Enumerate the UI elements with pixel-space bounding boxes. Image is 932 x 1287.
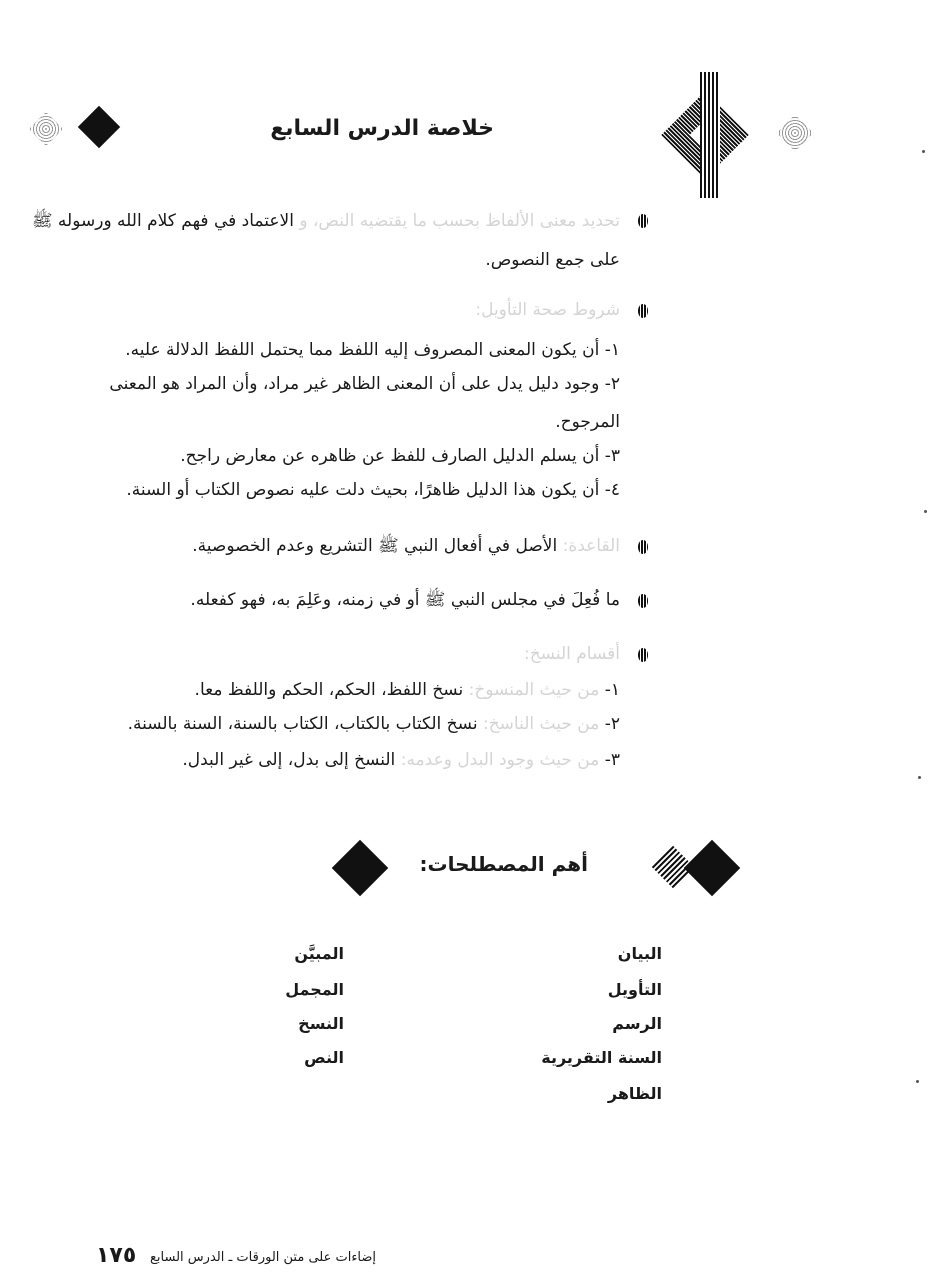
bullet-icon — [638, 648, 648, 662]
term-left-3: النسخ — [298, 1014, 344, 1033]
condition-text: أن يكون المعنى المصروف إليه اللفظ مما يحتمل اللفظ الدلالة عليه. — [125, 340, 600, 360]
scan-speck — [916, 1080, 919, 1083]
scan-speck — [918, 776, 921, 779]
term-right-2: التأويل — [607, 980, 662, 999]
condition-num: ٣- — [604, 446, 620, 466]
condition-num: ١- — [604, 340, 620, 360]
condition-text: أن يسلم الدليل الصارف للفظ عن ظاهره عن معارض راجح. — [180, 446, 600, 466]
bullet-icon — [638, 304, 648, 318]
condition-num: ٢- — [604, 374, 620, 394]
bullet-icon — [638, 214, 648, 228]
summary-point-1-faint: تحديد معنى الألفاظ بحسب ما يقتضيه النص، و — [299, 211, 620, 231]
condition-2-cont: المرجوح. — [555, 412, 620, 432]
summary-point-1 — [32, 211, 620, 231]
naskh-num: ٣- — [604, 750, 620, 770]
dotted-diamond-icon — [29, 112, 63, 146]
naskh-item-3 — [182, 750, 620, 770]
summary-point-3-text: الأصل في أفعال النبي ﷺ التشريع وعدم الخصوصية. — [192, 536, 558, 556]
bullet-icon — [638, 540, 648, 554]
condition-text: أن يكون هذا الدليل ظاهرًا، بحيث دلت عليه نصوص الكتاب أو السنة. — [126, 480, 600, 500]
diamond-icon — [332, 840, 389, 897]
scan-speck — [922, 150, 925, 153]
naskh-faint: من حيث الناسخ: — [482, 714, 600, 734]
term-left-2: المجمل — [285, 980, 344, 999]
condition-3 — [180, 446, 620, 466]
condition-text: وجود دليل يدل على أن المعنى الظاهر غير مراد، وأن المراد هو المعنى — [109, 374, 600, 394]
summary-point-3-faint: القاعدة: — [562, 536, 620, 556]
naskh-num: ١- — [604, 680, 620, 700]
terms-title: أهم المصطلحات: — [419, 852, 588, 876]
term-right-3: الرسم — [612, 1014, 662, 1033]
naskh-item-1 — [195, 680, 620, 700]
naskh-num: ٢- — [604, 714, 620, 734]
term-right-4: السنة التقريرية — [541, 1048, 662, 1067]
naskh-item-2 — [128, 714, 620, 734]
diamond-icon — [684, 840, 741, 897]
scan-speck — [924, 510, 927, 513]
naskh-text: النسخ إلى بدل، إلى غير البدل. — [182, 750, 396, 770]
term-right-5: الظاهر — [607, 1084, 662, 1103]
page-title: خلاصة الدرس السابع — [270, 116, 494, 141]
striped-bar-icon — [700, 72, 720, 198]
summary-point-5-heading: أقسام النسخ: — [523, 644, 620, 664]
condition-4 — [126, 480, 620, 500]
naskh-faint: من حيث المنسوخ: — [468, 680, 600, 700]
term-right-1: البيان — [617, 944, 662, 963]
page-number: ١٧٥ — [96, 1243, 137, 1268]
running-title: إضاءات على متن الورقات ـ الدرس السابع — [150, 1250, 377, 1265]
term-left-1: المبيَّن — [294, 944, 344, 963]
summary-point-2-heading: شروط صحة التأويل: — [475, 300, 620, 320]
diamond-icon — [78, 106, 120, 148]
naskh-faint: من حيث وجود البدل وعدمه: — [400, 750, 600, 770]
summary-point-1-text: الاعتماد في فهم كلام الله ورسوله ﷺ — [31, 211, 294, 231]
dotted-diamond-icon — [777, 115, 814, 152]
condition-2 — [109, 374, 620, 394]
condition-num: ٤- — [604, 480, 620, 500]
summary-point-1-cont: على جمع النصوص. — [485, 250, 620, 270]
bullet-icon — [638, 594, 648, 608]
summary-point-3 — [192, 536, 620, 556]
naskh-text: نسخ اللفظ، الحكم، الحكم واللفظ معا. — [194, 680, 464, 700]
naskh-text: نسخ الكتاب بالكتاب، الكتاب بالسنة، السنة بالسنة. — [127, 714, 478, 734]
header-ornament-right — [650, 80, 820, 190]
condition-1 — [125, 340, 620, 360]
summary-point-4: ما فُعِلَ في مجلس النبي ﷺ أو في زمنه، وعَلِمَ به، فهو كفعله. — [190, 590, 620, 610]
term-left-4: النص — [304, 1048, 344, 1067]
